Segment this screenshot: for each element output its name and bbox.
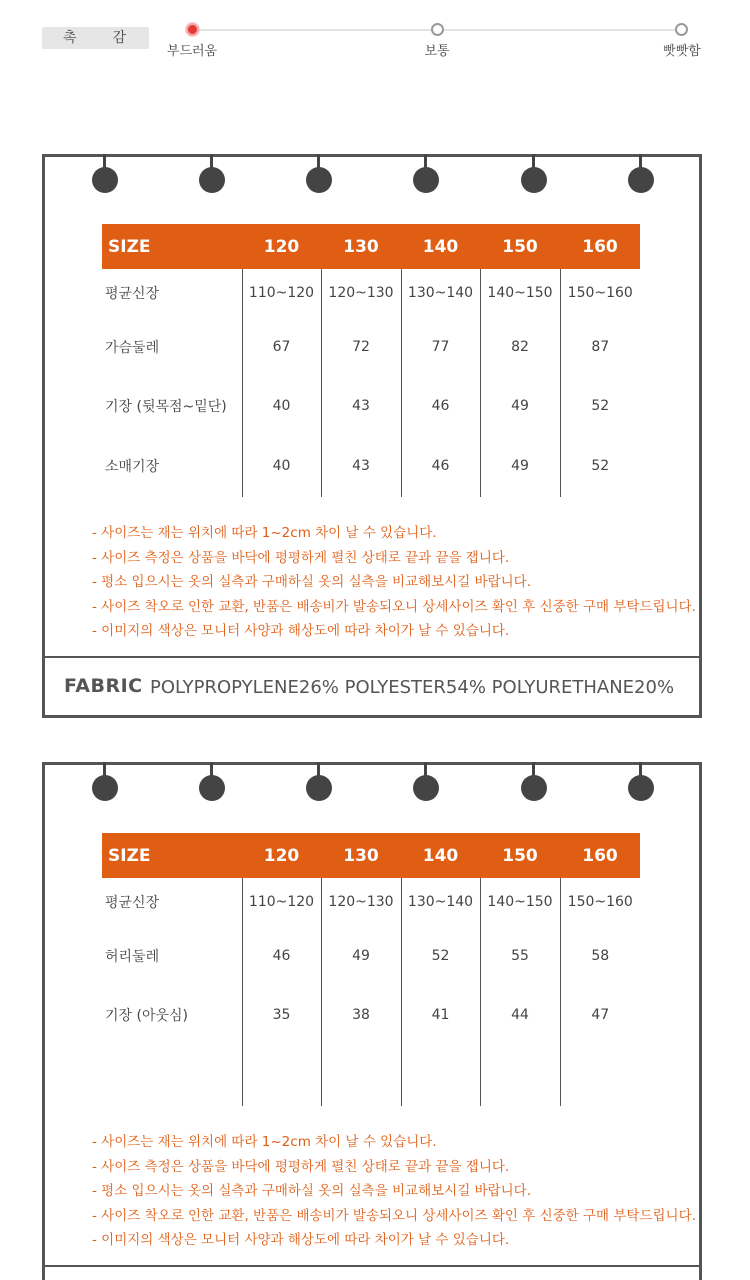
table-row (102, 435, 640, 497)
table-cell: 72 (321, 317, 401, 377)
table-cell (560, 1044, 640, 1106)
texture-option-stiff: 빳빳함 (663, 44, 701, 59)
table-cell: 150~160 (560, 878, 640, 926)
size-col-header: 160 (560, 833, 640, 878)
table-cell: 120~130 (321, 269, 401, 317)
table-cell (321, 1044, 401, 1106)
table-cell: 52 (560, 435, 640, 497)
table-header-row (102, 833, 640, 878)
table-cell (242, 1044, 321, 1106)
table-cell: 52 (401, 926, 480, 986)
note-line: - 평소 입으시는 옷의 실측과 구매하실 옷의 실측을 비교해보시길 바랍니다. (92, 1183, 532, 1199)
table-cell (401, 1044, 480, 1106)
row-label: 가슴둘레 (105, 340, 160, 356)
size-col-header: 150 (480, 833, 560, 878)
size-col-header: 150 (480, 224, 560, 269)
table-row (102, 878, 640, 926)
table-cell: 43 (321, 435, 401, 497)
table-cell: 87 (560, 317, 640, 377)
texture-dot-soft[interactable] (186, 23, 199, 36)
table-cell: 77 (401, 317, 480, 377)
size-col-header: 120 (242, 833, 321, 878)
table-cell: 110~120 (242, 878, 321, 926)
table-cell: 58 (560, 926, 640, 986)
table-cell: 38 (321, 986, 401, 1044)
size-col-header: 130 (321, 224, 401, 269)
table-cell: 110~120 (242, 269, 321, 317)
texture-dot-normal[interactable] (431, 23, 444, 36)
bottom-size-table (102, 833, 640, 1106)
table-cell: 40 (242, 435, 321, 497)
table-row (102, 926, 640, 986)
table-cell: 82 (480, 317, 560, 377)
fabric-section (45, 656, 699, 717)
table-cell: 150~160 (560, 269, 640, 317)
table-cell (480, 1044, 560, 1106)
size-col-header: 160 (560, 224, 640, 269)
top-size-table (102, 224, 640, 497)
note-line: - 사이즈는 재는 위치에 따라 1~2cm 차이 날 수 있습니다. (92, 1134, 437, 1150)
table-cell: 49 (480, 377, 560, 435)
size-notes (92, 521, 696, 644)
row-label: 기장 (아웃심) (105, 1008, 188, 1024)
top-size-card (42, 154, 702, 718)
table-row (102, 377, 640, 435)
table-cell: 140~150 (480, 269, 560, 317)
table-row (102, 986, 640, 1044)
row-label: 기장 (뒷목점~밑단) (105, 399, 227, 415)
size-header: SIZE (102, 833, 242, 878)
size-notes (92, 1130, 696, 1253)
table-cell: 67 (242, 317, 321, 377)
table-row (102, 269, 640, 317)
row-label: 평균신장 (105, 286, 160, 302)
size-col-header: 130 (321, 833, 401, 878)
table-cell: 41 (401, 986, 480, 1044)
table-cell: 44 (480, 986, 560, 1044)
row-label: 허리둘레 (105, 949, 160, 965)
table-row (102, 317, 640, 377)
texture-option-soft: 부드러움 (166, 44, 218, 59)
table-cell: 46 (401, 435, 480, 497)
table-cell: 35 (242, 986, 321, 1044)
row-label: 평균신장 (105, 895, 160, 911)
texture-option-normal: 보통 (424, 44, 450, 59)
fabric-composition: POLYPROPYLENE26% POLYESTER54% POLYURETHANE20% (150, 677, 675, 698)
table-header-row (102, 224, 640, 269)
table-cell: 52 (560, 377, 640, 435)
bottom-size-card (42, 762, 702, 1280)
table-cell: 40 (242, 377, 321, 435)
table-cell: 120~130 (321, 878, 401, 926)
note-line: - 사이즈 측정은 상품을 바닥에 평평하게 펼친 상태로 끝과 끝을 잽니다. (92, 549, 510, 566)
row-label: 소매기장 (105, 459, 160, 475)
fabric-label: FABRIC (64, 675, 143, 697)
table-cell: 130~140 (401, 269, 480, 317)
note-line: - 사이즈는 재는 위치에 따라 1~2cm 차이 날 수 있습니다. (92, 525, 437, 541)
texture-slider (0, 0, 750, 70)
table-cell: 55 (480, 926, 560, 986)
size-col-header: 140 (401, 833, 480, 878)
texture-dot-stiff[interactable] (675, 23, 688, 36)
size-col-header: 140 (401, 224, 480, 269)
fabric-section (45, 1265, 699, 1280)
note-line: - 사이즈 측정은 상품을 바닥에 평평하게 펼친 상태로 끝과 끝을 잽니다. (92, 1158, 510, 1175)
note-line: - 사이즈 착오로 인한 교환, 반품은 배송비가 발송되오니 상세사이즈 확인 후 신중한 구매 부탁드립니다. (92, 598, 696, 615)
size-header: SIZE (102, 224, 242, 269)
table-cell: 49 (321, 926, 401, 986)
table-cell: 130~140 (401, 878, 480, 926)
size-col-header: 120 (242, 224, 321, 269)
table-cell: 49 (480, 435, 560, 497)
note-line: - 이미지의 색상은 모니터 사양과 해상도에 따라 차이가 날 수 있습니다. (92, 623, 510, 639)
note-line: - 평소 입으시는 옷의 실측과 구매하실 옷의 실측을 비교해보시길 바랍니다. (92, 574, 532, 590)
texture-label: 촉 감 (42, 27, 149, 49)
note-line: - 이미지의 색상은 모니터 사양과 해상도에 따라 차이가 날 수 있습니다. (92, 1232, 510, 1248)
table-cell: 47 (560, 986, 640, 1044)
table-cell: 46 (242, 926, 321, 986)
table-cell: 43 (321, 377, 401, 435)
row-label (102, 1044, 242, 1106)
note-line: - 사이즈 착오로 인한 교환, 반품은 배송비가 발송되오니 상세사이즈 확인 후 신중한 구매 부탁드립니다. (92, 1207, 696, 1224)
table-cell: 46 (401, 377, 480, 435)
table-cell: 140~150 (480, 878, 560, 926)
table-row (102, 1044, 640, 1106)
